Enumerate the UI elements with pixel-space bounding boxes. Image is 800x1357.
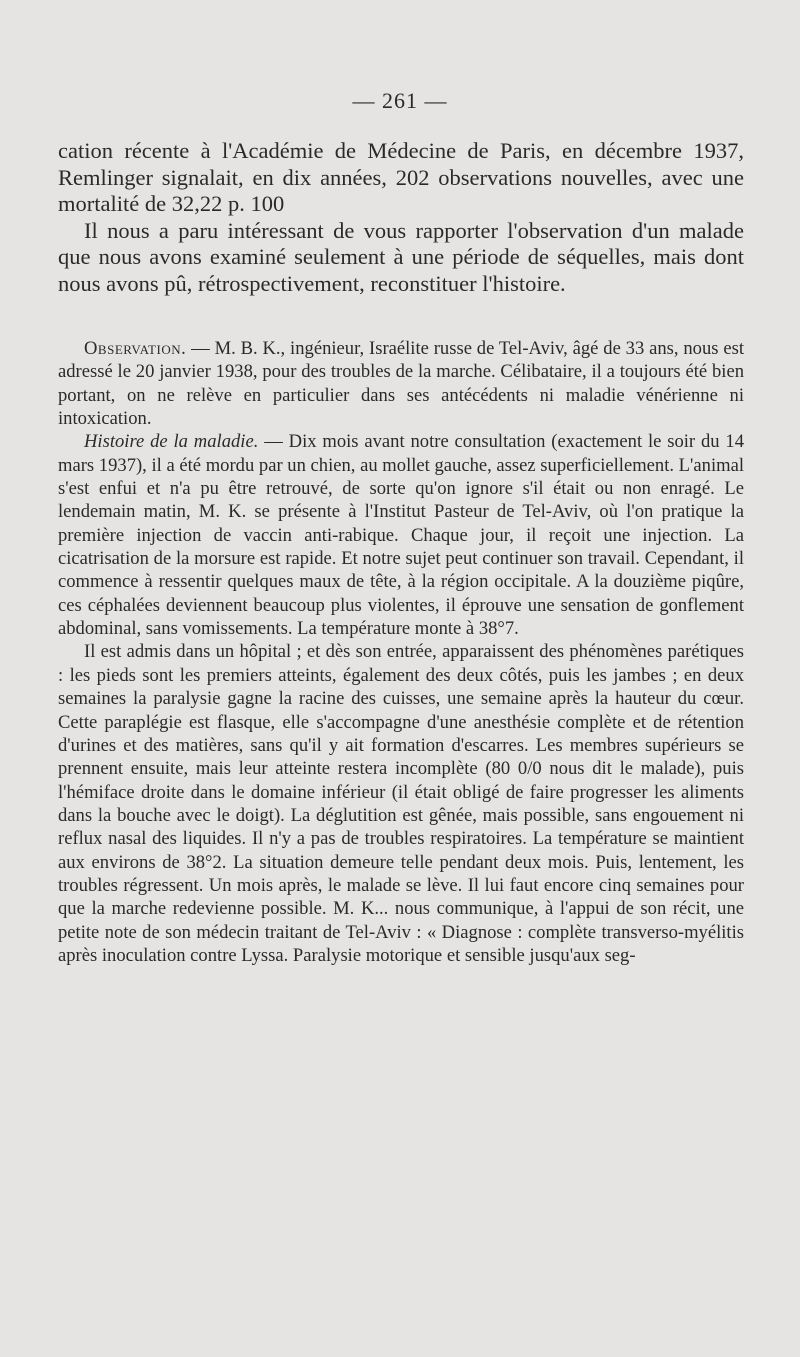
observation-dash: —: [186, 338, 215, 359]
page-number: — 261 —: [352, 88, 448, 113]
history-label: Histoire de la maladie.: [84, 431, 259, 453]
history-dash: —: [258, 431, 289, 453]
history-paragraph: [58, 430, 744, 640]
observation-label: Observation.: [84, 338, 187, 359]
intro-section: [58, 138, 744, 298]
observation-paragraph: [58, 337, 744, 430]
history-text: Dix mois avant notre consultation (exactement le soir du 14 mars 1937), il a été mordu par un chien, au mollet gauche, assez superficiellement. L'animal s'est enfui et n'a pu être retrouvé, de sorte qu'on ignore s'il était ou non enragé. Le lendemain matin, M. K. se présente à l'Institut Pasteur de Tel-Aviv, où l'on pratique la première injection de vaccin anti-rabique. Chaque jour, il reçoit une injection. La cicatrisation de la morsure est rapide. Et notre sujet peut continuer son travail. Cependant, il commence à ressentir quelques maux de tête, à la région occipitale. A la douzième piqûre, ces céphalées deviennent beaucoup plus violentes, il éprouve une sensation de gonflement abdominal, sans vomissements. La température monte à 38°7.: [58, 431, 744, 640]
hospital-paragraph: Il est admis dans un hôpital ; et dès son entrée, apparaissent des phénomènes parétiques : les pieds sont les premiers atteints, également des deux côtés, puis les jambes ; en deux semaines la paralysie gagne la racine des cuisses, une semaine après la hauteur du cœur. Cette paraplégie est flasque, elle s'accompagne d'une anesthésie complète et de rétention d'urines et des matières, sans qu'il y ait formation d'escarres. Les membres supérieurs se prennent ensuite, mais leur atteinte restera incomplète (80 0/0 nous dit le malade), puis l'hémiface droite dans le domaine inférieur (il était obligé de faire progresser les aliments dans la bouche avec le doigt). La déglutition est gênée, mais possible, sans engouement ni reflux nasal des liquides. Il n'y a pas de troubles respiratoires. La température se maintient aux environs de 38°2. La situation demeure telle pendant deux mois. Puis, lentement, les troubles régressent. Un mois après, le malade se lève. Il lui faut encore cinq semaines pour que la marche redevienne possible. M. K... nous communique, à l'appui de son récit, une petite note de son médecin traitant de Tel-Aviv : « Diagnose : complète transverso-myélitis après inoculation contre Lyssa. Paralysie motorique et sensible jusqu'aux seg-: [58, 641, 744, 966]
observation-section: [58, 337, 744, 967]
observation-text: M. B. K., ingénieur, Israélite russe de Tel-Aviv, âgé de 33 ans, nous est adressé le 20 janvier 1938, pour des troubles de la marche. Célibataire, il a toujours été bien portant, on ne relève en particulier dans ses antécédents ni maladie vénérienne ni intoxication.: [58, 338, 745, 430]
intro-paragraph-2: Il nous a paru intéressant de vous rapporter l'observation d'un malade que nous avons examiné seulement à une période de séquelles, mais dont nous avons pû, rétrospectivement, reconstituer l'histoire.: [58, 217, 744, 296]
intro-paragraph-1: cation récente à l'Académie de Médecine de Paris, en décembre 1937, Remlinger signalait, en dix années, 202 observations nouvelles, avec une mortalité de 32,22 p. 100: [58, 138, 744, 217]
